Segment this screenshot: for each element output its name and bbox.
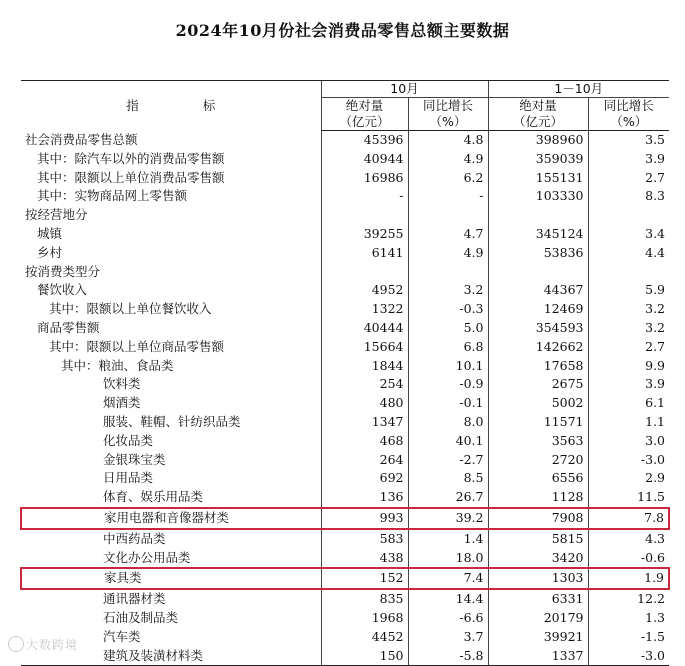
oct-yoy-cell: -2.7 xyxy=(408,451,488,470)
ytd-yoy-cell xyxy=(588,206,669,225)
ytd-yoy-cell: 9.9 xyxy=(588,357,669,376)
ytd-yoy-cell: 5.9 xyxy=(588,281,669,300)
oct-yoy-cell: 39.2 xyxy=(408,508,488,529)
table-row xyxy=(21,263,669,282)
ytd-absolute-cell: 6556 xyxy=(488,469,588,488)
oct-yoy-header: 同比增长 xyxy=(408,98,488,115)
ytd-absolute-cell: 345124 xyxy=(488,225,588,244)
ytd-absolute-cell: 398960 xyxy=(488,131,588,150)
ytd-yoy-cell: 2.9 xyxy=(588,469,669,488)
row-label: 日用品类 xyxy=(103,470,154,486)
ytd-absolute-cell: 7908 xyxy=(488,508,588,529)
table-row xyxy=(21,357,669,376)
ytd-absolute-cell: 2720 xyxy=(488,451,588,470)
oct-yoy-cell: 3.7 xyxy=(408,628,488,647)
oct-yoy-cell: - xyxy=(408,187,488,206)
ytd-absolute-cell: 3420 xyxy=(488,549,588,569)
oct-absolute-cell: 40944 xyxy=(321,150,408,169)
oct-absolute-cell: 4952 xyxy=(321,281,408,300)
oct-yoy-cell: 8.0 xyxy=(408,413,488,432)
row-label: 建筑及装潢材料类 xyxy=(21,647,321,666)
oct-yoy-cell: 40.1 xyxy=(408,432,488,451)
oct-absolute-cell: 468 xyxy=(321,432,408,451)
ytd-yoy-header: 同比增长 xyxy=(588,98,669,115)
oct-absolute-cell xyxy=(321,206,408,225)
oct-absolute-cell: 835 xyxy=(321,589,408,609)
ytd-absolute-cell: 1303 xyxy=(488,568,588,589)
oct-yoy-cell: 18.0 xyxy=(408,549,488,569)
row-label: 汽车类 xyxy=(103,628,141,644)
table-row xyxy=(21,488,669,508)
ytd-yoy-cell: 3.2 xyxy=(588,300,669,319)
table-body xyxy=(21,131,669,666)
oct-yoy-cell: -0.1 xyxy=(408,394,488,413)
oct-yoy-cell: 3.2 xyxy=(408,281,488,300)
ytd-absolute-cell: 5815 xyxy=(488,529,588,549)
oct-absolute-cell: 1968 xyxy=(321,609,408,628)
ytd-yoy-cell xyxy=(588,263,669,282)
row-label: 餐饮收入 xyxy=(37,282,88,298)
row-label: 体育、娱乐用品类 xyxy=(103,489,204,505)
oct-absolute-cell: 152 xyxy=(321,568,408,589)
oct-yoy-cell: -6.6 xyxy=(408,609,488,628)
table-row xyxy=(21,187,669,206)
oct-yoy-unit: （%） xyxy=(408,114,488,131)
table-row xyxy=(21,281,669,300)
oct-yoy-cell: 4.7 xyxy=(408,225,488,244)
ytd-yoy-cell: 3.9 xyxy=(588,375,669,394)
watermark-logo-icon xyxy=(8,636,24,652)
oct-yoy-cell: 4.8 xyxy=(408,131,488,150)
ytd-yoy-cell: 1.9 xyxy=(588,568,669,589)
ytd-yoy-cell: 4.3 xyxy=(588,529,669,549)
table-row xyxy=(21,549,669,569)
ytd-yoy-cell: 3.5 xyxy=(588,131,669,150)
table-row xyxy=(21,206,669,225)
oct-yoy-cell: 26.7 xyxy=(408,488,488,508)
ytd-absolute-cell xyxy=(488,263,588,282)
oct-yoy-cell: -0.3 xyxy=(408,300,488,319)
oct-yoy-cell: 8.5 xyxy=(408,469,488,488)
ytd-absolute-cell: 155131 xyxy=(488,169,588,188)
ytd-yoy-cell: 7.8 xyxy=(588,508,669,529)
ytd-absolute-cell: 1337 xyxy=(488,647,588,666)
oct-yoy-cell: 4.9 xyxy=(408,150,488,169)
table-row xyxy=(21,131,669,150)
ytd-absolute-cell: 6331 xyxy=(488,589,588,609)
oct-absolute-cell: 1322 xyxy=(321,300,408,319)
oct-yoy-cell: 7.4 xyxy=(408,568,488,589)
table-row xyxy=(21,244,669,263)
ytd-yoy-cell: 11.5 xyxy=(588,488,669,508)
row-label: 其中：实物商品网上零售额 xyxy=(37,188,188,204)
oct-absolute-cell: 1844 xyxy=(321,357,408,376)
ytd-yoy-cell: 12.2 xyxy=(588,589,669,609)
ytd-yoy-cell: -1.5 xyxy=(588,628,669,647)
oct-absolute-unit: （亿元） xyxy=(321,114,408,131)
ytd-absolute-cell: 3563 xyxy=(488,432,588,451)
table-row xyxy=(21,647,669,666)
table-row xyxy=(21,338,669,357)
oct-absolute-cell: - xyxy=(321,187,408,206)
table-row xyxy=(21,375,669,394)
ytd-yoy-cell: 3.9 xyxy=(588,150,669,169)
oct-absolute-cell: 6141 xyxy=(321,244,408,263)
table-row xyxy=(21,508,669,529)
ytd-absolute-cell: 359039 xyxy=(488,150,588,169)
row-label: 金银珠宝类 xyxy=(103,451,166,467)
ytd-yoy-cell: 2.7 xyxy=(588,169,669,188)
table-row xyxy=(21,150,669,169)
row-label: 中西药品类 xyxy=(103,530,166,546)
ytd-yoy-cell: 8.3 xyxy=(588,187,669,206)
oct-yoy-cell: 1.4 xyxy=(408,529,488,549)
table-row xyxy=(21,628,669,647)
ytd-absolute-cell: 44367 xyxy=(488,281,588,300)
oct-yoy-cell: 4.9 xyxy=(408,244,488,263)
row-label: 乡村 xyxy=(37,244,63,260)
oct-absolute-cell: 150 xyxy=(321,647,408,666)
table-row xyxy=(21,568,669,589)
oct-yoy-cell: 6.2 xyxy=(408,169,488,188)
oct-yoy-cell xyxy=(408,206,488,225)
ytd-yoy-cell: -3.0 xyxy=(588,451,669,470)
row-label: 其中：除汽车以外的消费品零售额 xyxy=(37,150,225,166)
oct-absolute-cell: 1347 xyxy=(321,413,408,432)
oct-absolute-cell: 136 xyxy=(321,488,408,508)
oct-yoy-cell: 5.0 xyxy=(408,319,488,338)
ytd-absolute-cell: 5002 xyxy=(488,394,588,413)
row-label: 按经营地分 xyxy=(25,207,88,223)
oct-absolute-cell: 993 xyxy=(321,508,408,529)
ytd-yoy-cell: 3.4 xyxy=(588,225,669,244)
oct-yoy-cell: -5.8 xyxy=(408,647,488,666)
table-row xyxy=(21,413,669,432)
data-table-container xyxy=(20,80,668,666)
ytd-absolute-cell: 1128 xyxy=(488,488,588,508)
row-label: 文化办公用品类 xyxy=(103,549,191,565)
ytd-yoy-cell: 6.1 xyxy=(588,394,669,413)
ytd-yoy-cell: 1.3 xyxy=(588,609,669,628)
ytd-yoy-cell: 4.4 xyxy=(588,244,669,263)
table-row xyxy=(21,394,669,413)
table-row xyxy=(21,432,669,451)
ytd-absolute-cell: 53836 xyxy=(488,244,588,263)
oct-absolute-cell: 480 xyxy=(321,394,408,413)
retail-sales-table xyxy=(20,80,670,666)
row-label: 化妆品类 xyxy=(103,432,154,448)
ytd-absolute-cell: 2675 xyxy=(488,375,588,394)
table-row xyxy=(21,300,669,319)
oct-absolute-cell: 45396 xyxy=(321,131,408,150)
row-label: 通讯器材类 xyxy=(103,591,166,607)
ytd-absolute-cell: 103330 xyxy=(488,187,588,206)
row-label: 家用电器和音像器材类 xyxy=(21,508,321,529)
oct-absolute-header: 绝对量 xyxy=(321,98,408,115)
ytd-absolute-cell: 11571 xyxy=(488,413,588,432)
oct-yoy-cell: 14.4 xyxy=(408,589,488,609)
watermark-text: 大数跨境 xyxy=(26,638,79,652)
ytd-absolute-cell: 354593 xyxy=(488,319,588,338)
oct-absolute-cell: 15664 xyxy=(321,338,408,357)
table-row xyxy=(21,529,669,549)
period-october-header: 10月 xyxy=(321,81,488,98)
row-label: 社会消费品零售总额 xyxy=(25,131,138,147)
oct-absolute-cell: 16986 xyxy=(321,169,408,188)
ytd-absolute-cell: 39921 xyxy=(488,628,588,647)
row-label: 饮料类 xyxy=(103,376,141,392)
ytd-yoy-cell: 2.7 xyxy=(588,338,669,357)
ytd-absolute-header: 绝对量 xyxy=(488,98,588,115)
ytd-yoy-cell: 3.2 xyxy=(588,319,669,338)
table-header xyxy=(21,81,669,131)
ytd-yoy-unit: （%） xyxy=(588,114,669,131)
oct-absolute-cell: 39255 xyxy=(321,225,408,244)
row-label: 家具类 xyxy=(21,568,321,589)
table-row xyxy=(21,589,669,609)
row-label: 其中：限额以上单位商品零售额 xyxy=(49,338,225,354)
ytd-absolute-cell: 20179 xyxy=(488,609,588,628)
table-row xyxy=(21,225,669,244)
oct-yoy-cell xyxy=(408,263,488,282)
row-label: 按消费类型分 xyxy=(25,263,101,279)
oct-absolute-cell: 583 xyxy=(321,529,408,549)
ytd-yoy-cell: -3.0 xyxy=(588,647,669,666)
row-label: 其中：限额以上单位消费品零售额 xyxy=(37,169,225,185)
row-label: 石油及制品类 xyxy=(103,609,179,625)
oct-absolute-cell: 254 xyxy=(321,375,408,394)
oct-yoy-cell: 10.1 xyxy=(408,357,488,376)
ytd-yoy-cell: 1.1 xyxy=(588,413,669,432)
oct-absolute-cell: 692 xyxy=(321,469,408,488)
oct-absolute-cell: 40444 xyxy=(321,319,408,338)
table-row xyxy=(21,609,669,628)
oct-absolute-cell xyxy=(321,263,408,282)
row-label: 其中：限额以上单位餐饮收入 xyxy=(49,301,212,317)
oct-absolute-cell: 264 xyxy=(321,451,408,470)
ytd-yoy-cell: -0.6 xyxy=(588,549,669,569)
row-label: 商品零售额 xyxy=(37,319,100,335)
table-row xyxy=(21,469,669,488)
oct-absolute-cell: 438 xyxy=(321,549,408,569)
watermark xyxy=(8,636,78,653)
row-label: 城镇 xyxy=(37,225,63,241)
period-jan-oct-header: 1－10月 xyxy=(488,81,669,98)
oct-absolute-cell: 4452 xyxy=(321,628,408,647)
row-label: 其中：粮油、食品类 xyxy=(61,357,174,373)
row-label: 服装、鞋帽、针纺织品类 xyxy=(103,413,241,429)
ytd-absolute-cell xyxy=(488,206,588,225)
table-row xyxy=(21,451,669,470)
ytd-yoy-cell: 3.0 xyxy=(588,432,669,451)
indicator-header: 指 标 xyxy=(21,81,321,131)
ytd-absolute-cell: 12469 xyxy=(488,300,588,319)
table-row xyxy=(21,319,669,338)
table-row xyxy=(21,169,669,188)
row-label: 烟酒类 xyxy=(103,395,141,411)
ytd-absolute-unit: （亿元） xyxy=(488,114,588,131)
oct-yoy-cell: 6.8 xyxy=(408,338,488,357)
page-title: 2024年10月份社会消费品零售总额主要数据 xyxy=(175,21,510,40)
oct-yoy-cell: -0.9 xyxy=(408,375,488,394)
ytd-absolute-cell: 142662 xyxy=(488,338,588,357)
ytd-absolute-cell: 17658 xyxy=(488,357,588,376)
